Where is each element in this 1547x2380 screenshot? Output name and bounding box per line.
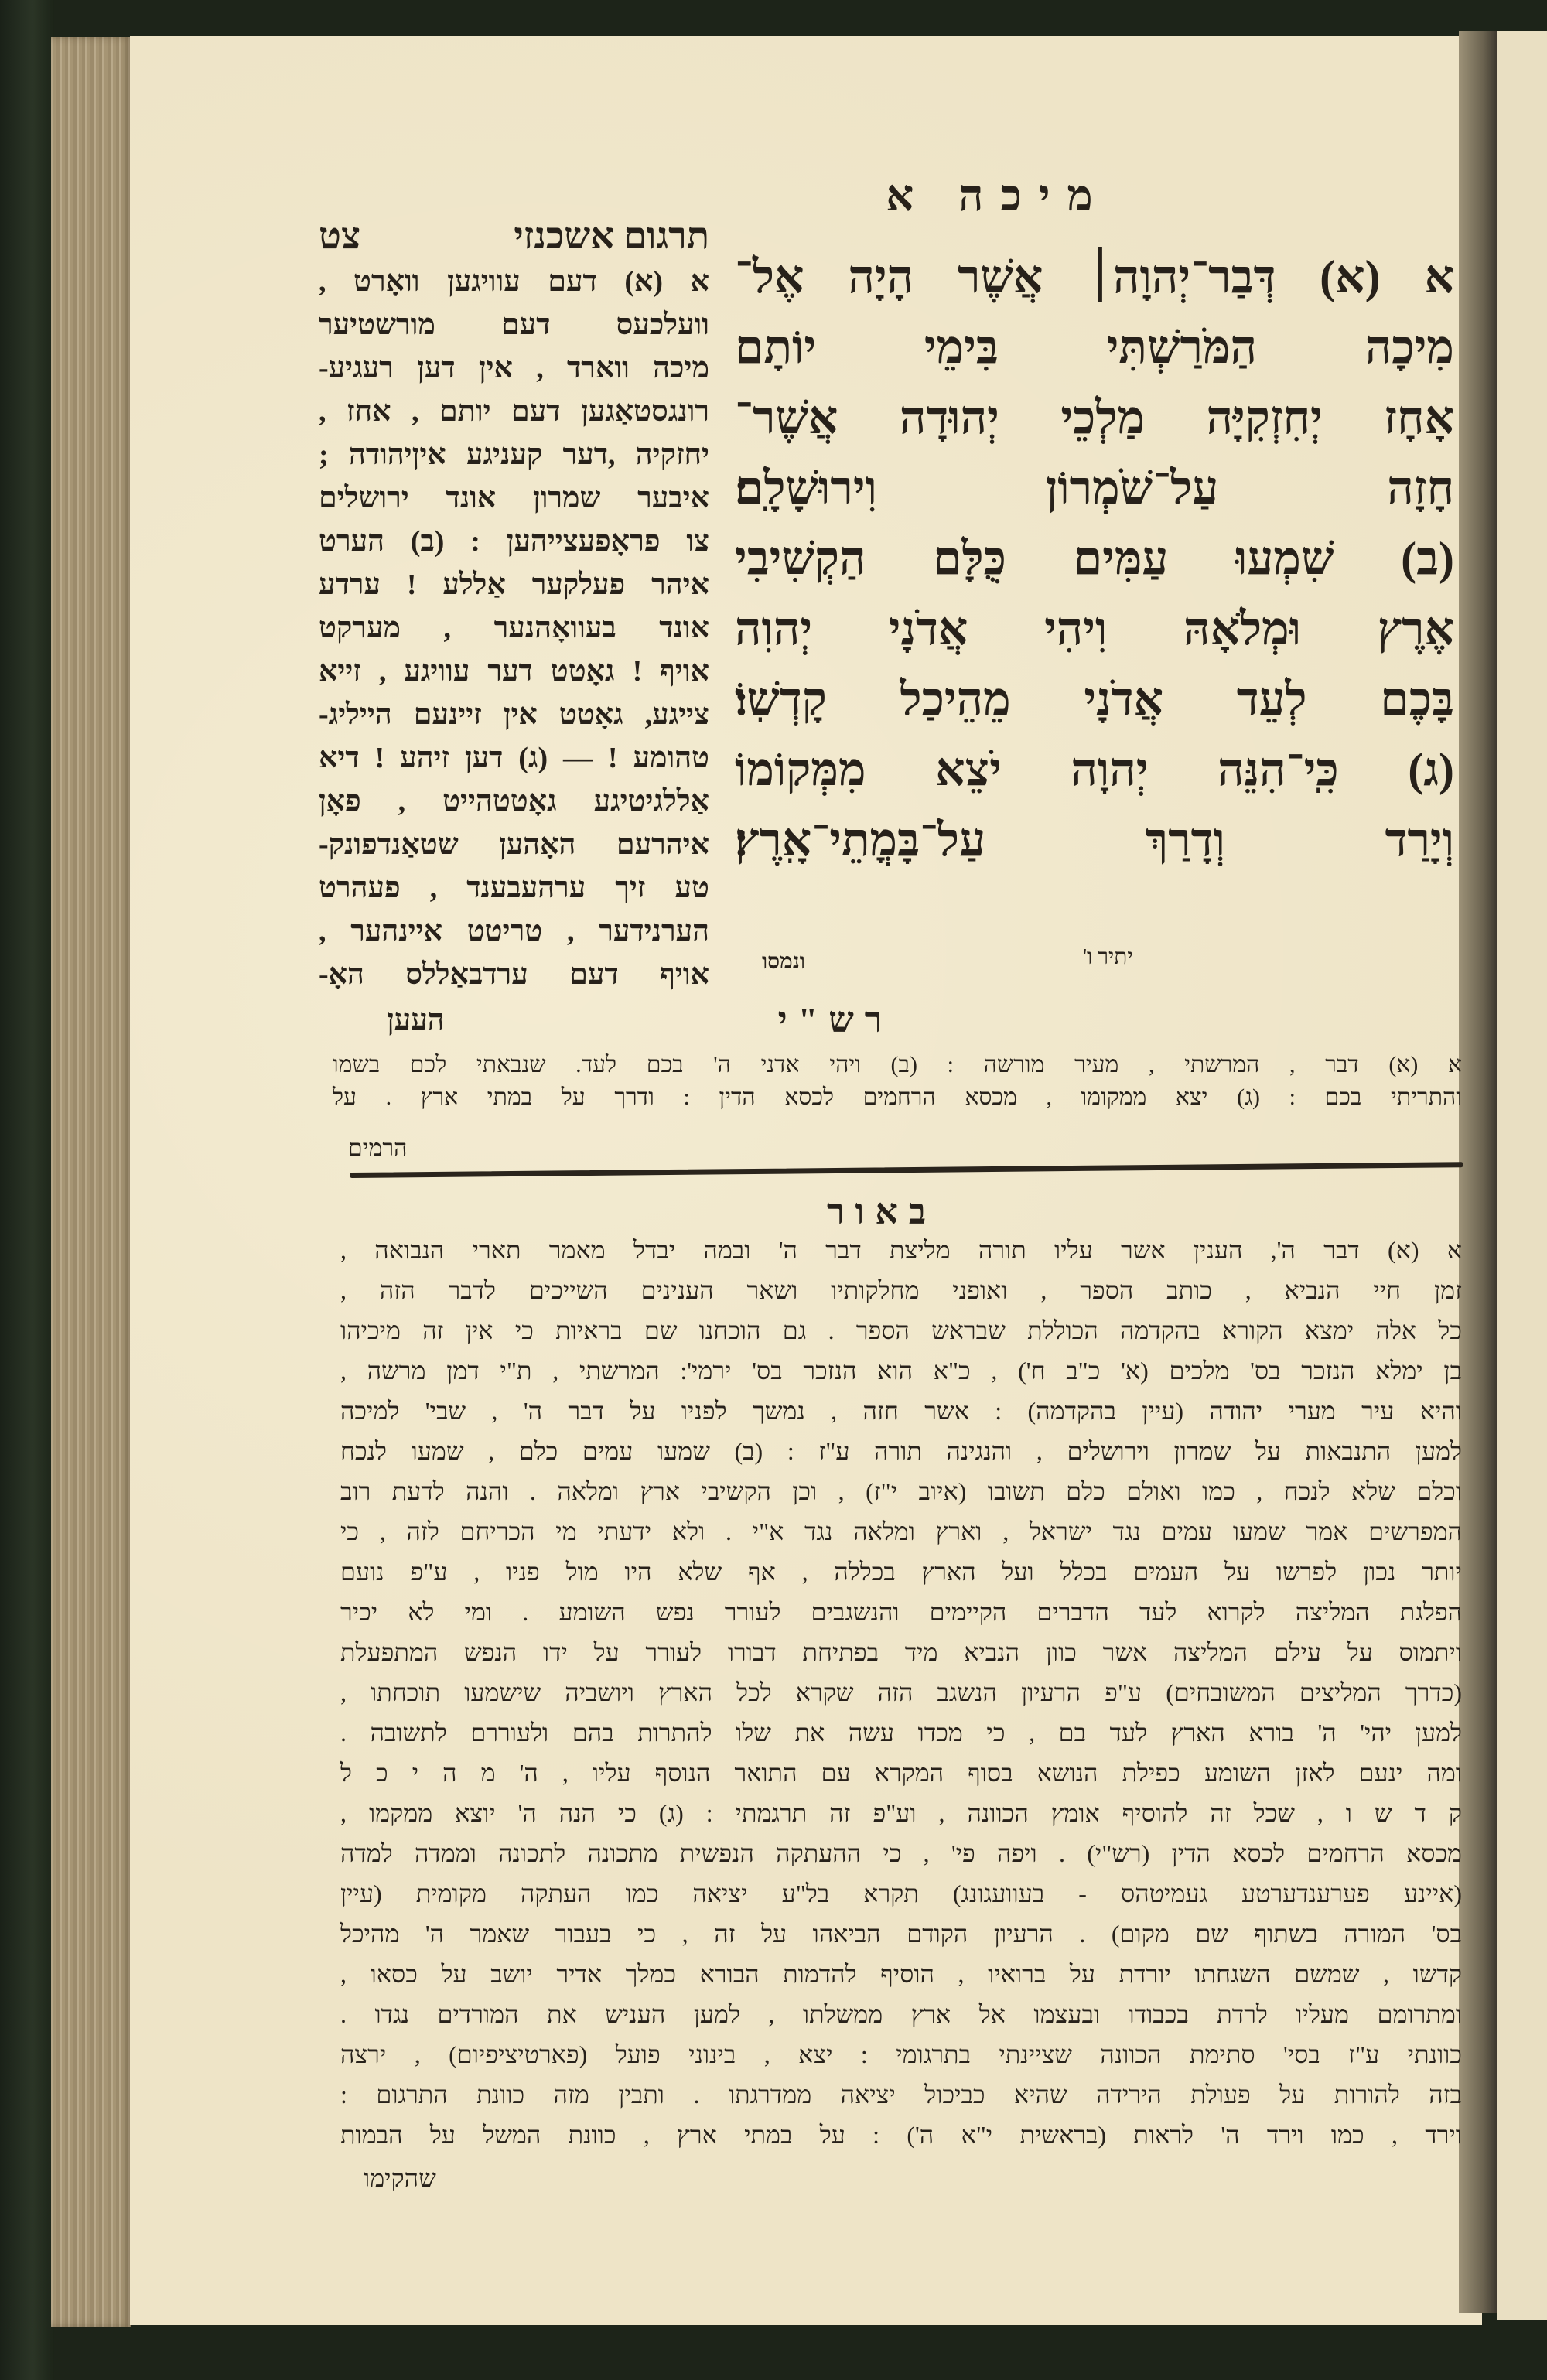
targum-line: טע זיך ערהעבענד , פעהרט bbox=[319, 872, 709, 904]
biur-line: ויתמוס על עילם המליצה אשר כוון הנביא מיד בפתיחת דבורו לעורר על ידו הנפש המתפעלת bbox=[340, 1638, 1462, 1666]
verse-line: אָחָז יְחִזְקִיָּה מַלְכֵי יְהוּדָה אֲשֶׁר־ bbox=[735, 392, 1454, 443]
verse-line: א (א) דְּבַר־יְהוָה׀ אֲשֶׁר הָיָה אֶל־ bbox=[735, 251, 1454, 302]
biur-line: למען יהי' ה' בורא הארץ לעד בם , כי מכדו עשה את שלו להתרות בהם ולעוררם לתשובה . bbox=[340, 1719, 1462, 1747]
targum-title: תרגום אשכנזי bbox=[514, 216, 709, 257]
biur-line: הפלגת המליצה לקרוא לעד הדברים הקיימים והנשגבים לעורר נפש השומע . ומי לא יכיר bbox=[340, 1598, 1462, 1626]
biur-line: המפרשים אמר שמעו עמים נגד ישראל , וארץ ומלאה נגד א"י . ולא ידעתי מי הכריחם לזה , כי bbox=[340, 1518, 1462, 1545]
biur-line: ק ד ש ו , שכל זה להוסיף אומץ הכוונה , וע"פ זה תרגמתי : (ג) כי הנה ה' יוצא ממקמו , bbox=[340, 1799, 1462, 1827]
facing-page-edge bbox=[1497, 31, 1547, 2320]
biur-line: בזה להורות על פעולת הירידה שהיא כביכול יציאה ממדרגתו . ותבין מזה כוונת התרגום : bbox=[340, 2081, 1462, 2109]
targum-line: אַללגיטיגע גאָטטהייט , פאָן bbox=[319, 785, 709, 818]
biur-line: כל אלה ימצא הקורא בהקדמה הכוללת שבראש הספר . גם הוכחנו שם בראיות כי אין זה מיכיהו bbox=[340, 1316, 1462, 1344]
running-header: מיכה א bbox=[886, 172, 1110, 220]
verse-line: (ב) שִׁמְעוּ עַמִּים כֻּלָּם הַקְשִׁיבִי bbox=[735, 533, 1454, 584]
verse-line: בָּכֶם לְעֵד אֲדֹנָי מֵהֵיכַל קָדְשֽׁוֹ׃ bbox=[735, 674, 1454, 725]
targum-line: אויף דעם ערדבאַללס האָ- bbox=[319, 958, 709, 991]
biur-line: יותר נכון לפרשו על העמים בכלל ועל הארץ בכללה , אף שלא היו מול פניו , ע"פ נועם bbox=[340, 1558, 1462, 1586]
biur-line: קדשו , שמשם השגחתו יורדת על ברואיו , הוסיף להדמות הבורא כמלך אדיר יושב על כסאו , bbox=[340, 1960, 1462, 1988]
targum-line: מיכה ווארד , אין דען רעגיע- bbox=[319, 352, 709, 384]
targum-line: איהר פעלקער אַללע ! ערדע bbox=[319, 569, 709, 601]
targum-line: רונגסטאַגען דעם יותם , אחז , bbox=[319, 395, 709, 428]
biur-line: בס' המורה בשתוף שם מקום) . הרעיון הקודם הביאהו על זה , כי בעבור שאמר ה' מהיכל bbox=[340, 1920, 1462, 1948]
targum-line: טהומע ! — (ג) דען זיהע ! דיא bbox=[319, 742, 709, 774]
biur-line: והיא עיר מערי יהודה (עיין בהקדמה) : אשר חזה , נמשך לפניו על דבר ה' , שבי' למיכה bbox=[340, 1397, 1462, 1425]
verse-line: (ג) כִּֽי־הִנֵּה יְהוָה יֹצֵא מִמְּקוֹמוֹ bbox=[735, 744, 1454, 795]
biur-line: למען התנבאות על שמרון וירושלים , והנגינה תורה ע"ז : (ב) שמעו עמים כלם , שמעו לנכח bbox=[340, 1437, 1462, 1465]
biur-title: באור bbox=[826, 1192, 937, 1231]
targum-line: איבער שמרון אונד ירושלים bbox=[319, 482, 709, 514]
targum-last-line: העען bbox=[387, 1004, 445, 1036]
targum-line: צייגע, גאָטט אין זיינעם הייליג- bbox=[319, 698, 709, 731]
biur-line: וירד , כמו וירד ה' לראות (בראשית י"א ה') : על במתי ארץ , כוונת המשל על הבמות bbox=[340, 2121, 1462, 2149]
biur-line: וכלם שלא לנכח , כמו ואולם כלם תשובו (איוב י"ז) , וכן הקשיבי ארץ ומלאה . והנה לדעת רוב bbox=[340, 1477, 1462, 1505]
catchword: ונמסו bbox=[762, 950, 805, 974]
targum-line: וועלכעס דעם מורשטיער bbox=[319, 309, 709, 341]
biur-line: ומה ינעם לאזן השומע כפילת הנושא בסוף המקרא עם התואר הנוסף עליו , ה' מ ה י כ ל bbox=[340, 1759, 1462, 1787]
biur-line: ומתרומם מעליו לרדת בכבודו ובעצמו אל ארץ ממשלתו , למען העניש את המורדים נגדו . bbox=[340, 2000, 1462, 2028]
biur-line: זמן חיי הנביא , כותב הספר , ואופני מחלקותיו ושאר הענינים השייכים לדבר הזה , bbox=[340, 1276, 1462, 1304]
verse-line: מִיכָה הַמֹּרַשְׁתִּי בִּימֵי יוֹתָם bbox=[735, 322, 1454, 373]
biur-line: (כדרך המליצים המשובחים) ע"פ הרעיון הנשגב הזה שקרא לכל הארץ ויושביה שישמעו תוכחתו , bbox=[340, 1678, 1462, 1706]
biur-catchword: שהקימו bbox=[364, 2164, 436, 2192]
targum-line: צו פראָפעצייהען : (ב) הערט bbox=[319, 525, 709, 558]
targum-line: א (א) דעם עוויגען וואָרט , bbox=[319, 265, 709, 298]
page-edges bbox=[51, 37, 131, 2327]
targum-line: יחזקיה ,דער קעניגע איןיהודה ; bbox=[319, 439, 709, 471]
biur-line: כוונתי ע"ז בסי' סתימת הכוונה שציינתי בתרגומי : יצא , בינוני פועל (פארטיציפיום) , ירצה bbox=[340, 2040, 1462, 2068]
biur-line: (איינע פערענדערטע געמיטהס - בעוועגונג) תקרא בל"ע יציאה כמו העתקה מקומית (עיין bbox=[340, 1880, 1462, 1907]
biur-line: מכסא הרחמים לכסא הדין (רש"י) . ויפה פי' , כי ההעתקה הנפשית מתכונה לתכונה וממדה למדה bbox=[340, 1839, 1462, 1867]
verse-line: חָזָה עַל־שֹׁמְרוֹן וִירוּשָׁלָֽם׃ bbox=[735, 463, 1454, 514]
marginal-note: יתיר ו' bbox=[1083, 945, 1133, 969]
verse-line: וְיָרַד וְדָרַךְ עַל־בָּמֳתֵי־אָֽרֶץ׃ bbox=[735, 814, 1454, 866]
book-gutter bbox=[1459, 31, 1499, 2313]
targum-line: איהרעם האָהען שטאַנדפונק- bbox=[319, 828, 709, 861]
rashi-line: והתריתי בכם : (ג) יצא ממקומו , מכסא הרחמים לכסא הדין : ודרך על במתי ארץ . על bbox=[333, 1084, 1462, 1110]
rashi-title: רש"י bbox=[777, 1000, 893, 1040]
page-number: צט bbox=[319, 216, 361, 257]
rashi-line: א (א) דבר , המרשתי , מעיר מורשה : (ב) ויהי אדני ה' בכם לעד. שנבאתי לכם בשמו bbox=[333, 1052, 1462, 1077]
book-cover-left bbox=[0, 0, 54, 2380]
targum-header bbox=[319, 215, 709, 258]
targum-line: אויף ! גאָטט דער עוויגע , זייא bbox=[319, 655, 709, 688]
targum-line: אונד בעוואָהנער , מערקט bbox=[319, 612, 709, 644]
rashi-catchword: הרמים bbox=[348, 1135, 408, 1161]
targum-line: הערנידער , טריטט איינהער , bbox=[319, 915, 709, 948]
biur-line: א (א) דבר ה', הענין אשר עליו תורה מליצת דבר ה' ובמה יבדל מאמר תארי הנבואה , bbox=[340, 1236, 1462, 1264]
biur-line: בן ימלא הנזכר בס' מלכים (א' כ"ב ח') , כ"א הוא הנזכר בס' ירמי': המרשתי , ת"י דמן מרשה , bbox=[340, 1357, 1462, 1385]
verse-line: אֶרֶץ וּמְלֹאָהּ וִיהִי אֲדֹנָי יְהוִה bbox=[735, 603, 1454, 654]
